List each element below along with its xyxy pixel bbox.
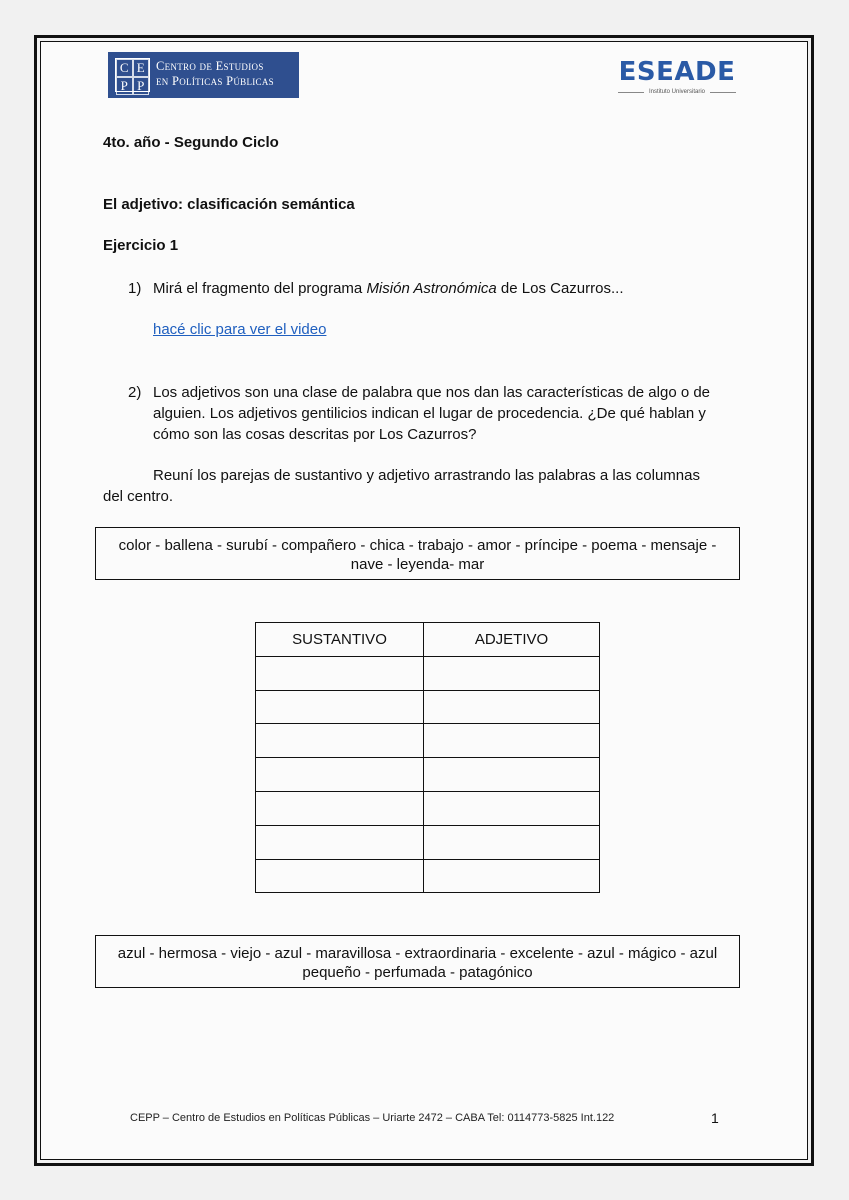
eseade-logo <box>612 57 742 99</box>
table-row <box>256 690 600 724</box>
pairing-table <box>255 622 600 893</box>
adjectives-line1: azul - hermosa - viejo - azul - maravillosa - extraordinaria - excelente - azul - mágico - azul <box>117 945 718 962</box>
divider <box>710 92 736 93</box>
eseade-logo-tagline-row <box>612 89 742 95</box>
table-row <box>256 656 600 690</box>
drop-cell-adjetivo[interactable] <box>424 758 600 792</box>
drop-cell-sustantivo[interactable] <box>256 656 424 690</box>
item1-number: 1) <box>128 280 142 297</box>
item2-number: 2) <box>128 384 142 401</box>
drop-cell-sustantivo[interactable] <box>256 859 424 893</box>
video-link[interactable]: hacé clic para ver el video <box>153 321 327 338</box>
drop-cell-adjetivo[interactable] <box>424 791 600 825</box>
item2-line: cómo son las cosas descritas por Los Cazurros? <box>153 426 477 443</box>
drop-cell-sustantivo[interactable] <box>256 690 424 724</box>
divider <box>618 92 644 93</box>
drop-cell-sustantivo[interactable] <box>256 724 424 758</box>
adjectives-word-bank[interactable] <box>95 935 740 988</box>
instruction-line2: del centro. <box>103 488 174 505</box>
drop-cell-sustantivo[interactable] <box>256 825 424 859</box>
exercise-heading: Ejercicio 1 <box>103 237 179 254</box>
item1-text <box>153 278 624 299</box>
grade-heading: 4to. año - Segundo Ciclo <box>103 134 279 151</box>
cepp-letter: P <box>133 77 150 95</box>
cepp-letter: P <box>116 77 133 95</box>
cepp-letter: E <box>133 59 150 77</box>
cepp-letter: C <box>116 59 133 77</box>
column-header-sustantivo: SUSTANTIVO <box>256 623 424 657</box>
item2-line: Los adjetivos son una clase de palabra que nos dan las características de algo o de <box>153 384 711 401</box>
drop-cell-adjetivo[interactable] <box>424 656 600 690</box>
cepp-logo-line1: Centro de Estudios <box>156 59 264 73</box>
nouns-line1: color - ballena - surubí - compañero - chica - trabajo - amor - príncipe - poema - mensaje - <box>118 537 717 554</box>
page-number: 1 <box>711 1110 719 1126</box>
table-row <box>256 859 600 893</box>
adjectives-line2: pequeño - perfumada - patagónico <box>302 964 533 981</box>
table-row <box>256 825 600 859</box>
table-header-row <box>256 623 600 657</box>
table-row <box>256 791 600 825</box>
program-title: Misión Astronómica <box>366 280 497 297</box>
eseade-logo-tagline: Instituto Universitario <box>648 89 706 95</box>
instruction-line1: Reuní los parejas de sustantivo y adjetivo arrastrando las palabras a las columnas <box>153 467 700 484</box>
cepp-logo-mark <box>115 58 150 92</box>
item1-text-before: Mirá el fragmento del programa <box>153 280 367 297</box>
table-row <box>256 758 600 792</box>
table-row <box>256 724 600 758</box>
drop-cell-sustantivo[interactable] <box>256 791 424 825</box>
column-header-adjetivo: ADJETIVO <box>424 623 600 657</box>
drop-cell-sustantivo[interactable] <box>256 758 424 792</box>
cepp-logo <box>108 52 299 98</box>
eseade-logo-word: ESEADE <box>618 57 736 87</box>
drop-cell-adjetivo[interactable] <box>424 690 600 724</box>
drop-cell-adjetivo[interactable] <box>424 825 600 859</box>
nouns-word-bank[interactable] <box>95 527 740 580</box>
item1-text-after: de Los Cazurros... <box>496 280 624 297</box>
cepp-logo-line2: en Políticas Públicas <box>156 74 274 88</box>
cepp-logo-text <box>156 59 274 89</box>
drop-cell-adjetivo[interactable] <box>424 859 600 893</box>
item2-line: alguien. Los adjetivos gentilicios indican el lugar de procedencia. ¿De qué hablan y <box>153 405 706 422</box>
nouns-line2: nave - leyenda- mar <box>350 556 485 573</box>
topic-heading: El adjetivo: clasificación semántica <box>103 196 355 213</box>
footer-text: CEPP – Centro de Estudios en Políticas Públicas – Uriarte 2472 – CABA Tel: 0114773-5825 Int.122 <box>130 1112 615 1124</box>
drop-cell-adjetivo[interactable] <box>424 724 600 758</box>
